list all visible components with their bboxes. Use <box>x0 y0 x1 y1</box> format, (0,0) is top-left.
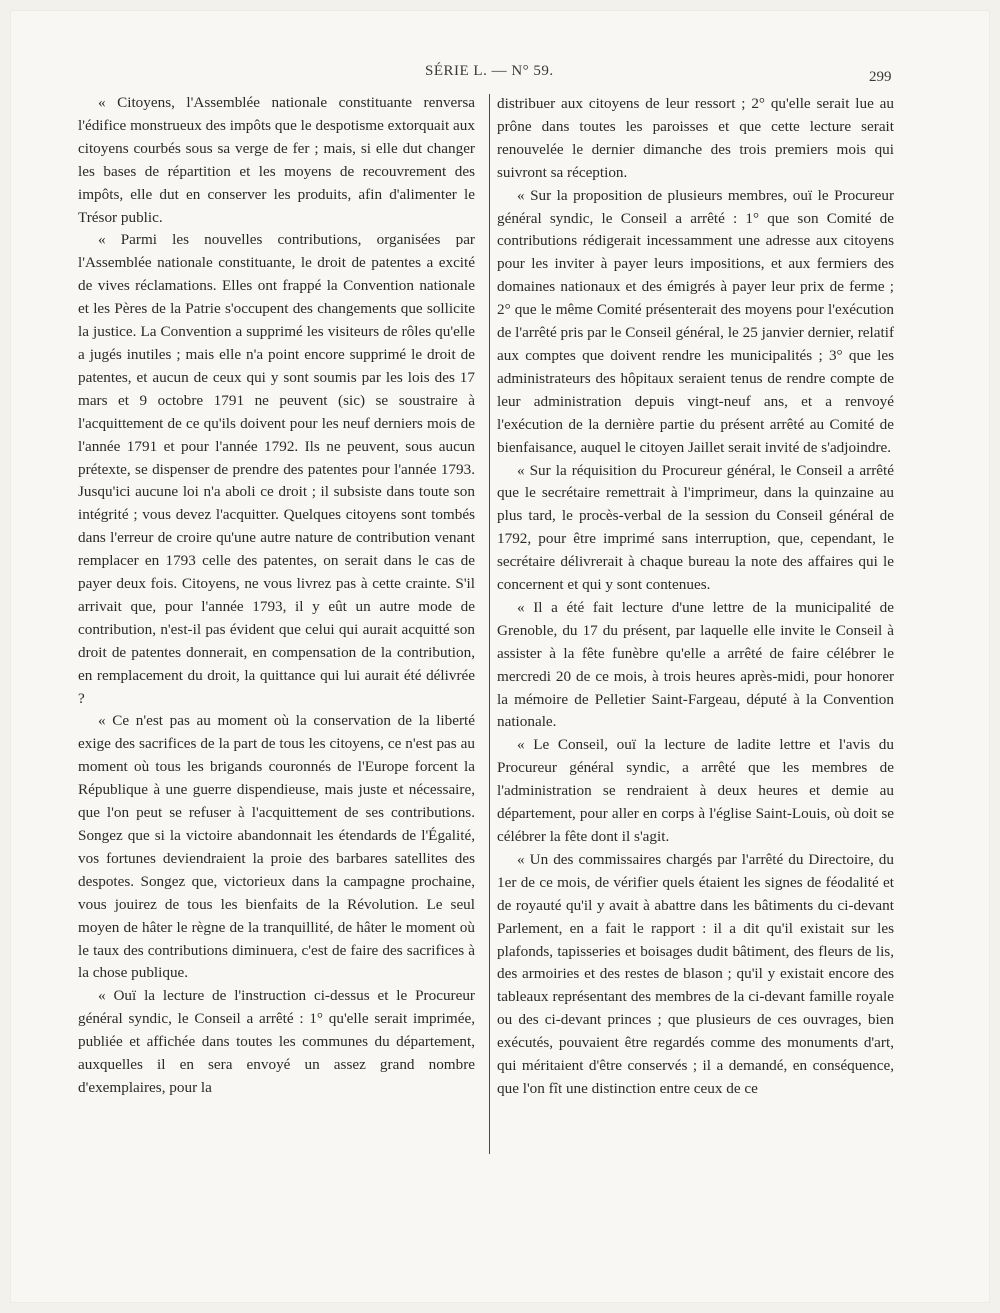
paragraph: « Sur la proposition de plusieurs membres, ouï le Procureur général syndic, le Conseil a arrêté : 1° que son Comité de contributions rédigerait incessamment une adresse aux citoyens pour les inviter à payer leurs impositions, et aux fermiers des domaines nationaux et des émigrés à payer leur prix de ferme ; 2° que le même Comité présenterait des moyens pour l'exécution de l'arrêté pris par le Conseil général, le 25 janvier dernier, relatif aux comptes que doivent rendre les municipalités ; 3° que les administrateurs des hôpitaux seraient tenus de rendre compte de leur administration depuis vingt-neuf ans, et a renvoyé l'exécution de la dernière partie du présent arrêté au Comité de bienfaisance, auquel le citoyen Jaillet serait invité de s'adjoindre. <box>497 186 894 456</box>
paragraph: « Sur la réquisition du Procureur général, le Conseil a arrêté que le secrétaire remettrait à l'imprimeur, dans la quinzaine au plus tard, le procès-verbal de la session du Conseil général de 1792, pour être imprimé sans interruption, que, cependant, le secrétaire délivrerait à chaque bureau la note des affaires qui le concernent et qui y sont contenues. <box>497 461 894 594</box>
paragraph: « Citoyens, l'Assemblée nationale constituante renversa l'édifice monstrueux des impôts que le despotisme extorquait aux citoyens courbés sous sa verge de fer ; mais, si elle dut changer les bases de répartition et les moyens de recouvrement des impôts, elle dut en conserver les produits, afin d'alimenter le Trésor public. <box>78 94 475 226</box>
paragraph-continued: distribuer aux citoyens de leur ressort ; 2° qu'elle serait lue au prône dans toutes les paroisses et que cette lecture serait renouvelée le dernier dimanche des trois premiers mois qui suivront sa réception. <box>497 95 894 181</box>
page-number: 299 <box>869 69 892 85</box>
paragraph: « Ce n'est pas au moment où la conservation de la liberté exige des sacrifices de la part de tous les citoyens, ce n'est pas au moment où tous les brigands couronnés de l'Europe forcent la République à une guerre dispendieuse, mais juste et nécessaire, que l'on peut se refuser à l'acquittement de ses contributions. Songez que si la victoire abandonnait les étendards de l'Égalité, vos fortunes deviendraient la proie des barbares satellites des despotes. Songez que, victorieux dans la campagne prochaine, vous jouirez de tous les bienfaits de la Révolution. Le seul moyen de hâter le règne de la tranquillité, de hâter le moment où le taux des contributions diminuera, c'est de faire des sacrifices à la chose publique. <box>78 712 475 982</box>
page-header <box>0 63 1000 83</box>
paragraph: « Ouï la lecture de l'instruction ci-dessus et le Procureur général syndic, le Conseil a arrêté : 1° qu'elle serait imprimée, publiée et affichée dans toutes les communes du département, auxquelles il en sera envoyé un assez grand nombre d'exemplaires, pour la <box>78 987 475 1096</box>
paragraph: « Un des commissaires chargés par l'arrêté du Directoire, du 1er de ce mois, de vérifier quels étaient les signes de féodalité et de royauté qu'il y avait à abattre dans les bâtiments du ci-devant Parlement, en a fait le rapport : il a dit qu'il existait sur les plafonds, tapisseries et boisages dudit bâtiment, des fleurs de lis, des armoiries et des restes de blason ; qu'il y existait encore des tableaux représentant des membres de la ci-devant famille royale ou des ci-devant princes ; que plusieurs de ces ouvrages, bien exécutés, pouvaient être regardés comme des monuments d'art, qui méritaient d'être conservés ; il a demandé, en conséquence, que l'on fît une distinction entre ceux de ce <box>497 850 894 1097</box>
paragraph: « Parmi les nouvelles contributions, organisées par l'Assemblée nationale constituante, le droit de patentes a excité de vives réclamations. Elles ont frappé la Convention nationale et les Pères de la Patrie s'occupent des changements que sollicite la justice. La Convention a supprimé les visiteurs de rôles qu'elle a jugés inutiles ; mais elle n'a point encore supprimé le droit de patentes, et aucun de ceux qui y sont soumis par les lois des 17 mars et 9 octobre 1791 ne peuvent (sic) se soustraire à l'acquittement de ce qu'ils doivent pour les neuf derniers mois de l'année 1791 et pour l'année 1792. Ils ne peuvent, sous aucun prétexte, se dispenser de prendre des patentes pour l'année 1793. Jusqu'ici aucune loi n'a aboli ce droit ; il subsiste dans toute son intégrité ; vous devez l'acquitter. Quelques citoyens sont tombés dans l'erreur de croire qu'une autre nature de contribution venant remplacer en 1793 celle des patentes, on serait dans le cas de payer deux fois. Citoyens, ne vous livrez pas à cette crainte. S'il arrivait que, pour l'année 1793, il y eût un autre mode de contribution, n'est-il pas évident que celui qui aurait acquitté son droit de patentes donnerait, en compensation de la contribution, en remplacement du droit, la quittance qui lui aurait été délivrée ? <box>78 231 475 707</box>
paragraph: « Le Conseil, ouï la lecture de ladite lettre et l'avis du Procureur général syndic, a arrêté que les membres de l'administration se rendraient à deux heures et demie au département, pour aller en corps à l'église Saint-Louis, où doit se célébrer la fête dont il s'agit. <box>497 736 894 845</box>
column-divider <box>489 94 490 1154</box>
paragraph: « Il a été fait lecture d'une lettre de la municipalité de Grenoble, du 17 du présent, par laquelle elle invite le Conseil à assister à la fête funèbre qu'elle a arrêté de faire célébrer le mercredi 20 de ce mois, à trois heures après-midi, pour honorer la mémoire de Pelletier Saint-Fargeau, député à la Convention nationale. <box>497 598 894 731</box>
right-column <box>497 93 894 1101</box>
running-head: SÉRIE L. — N° 59. <box>425 63 554 79</box>
left-column <box>78 92 475 1100</box>
